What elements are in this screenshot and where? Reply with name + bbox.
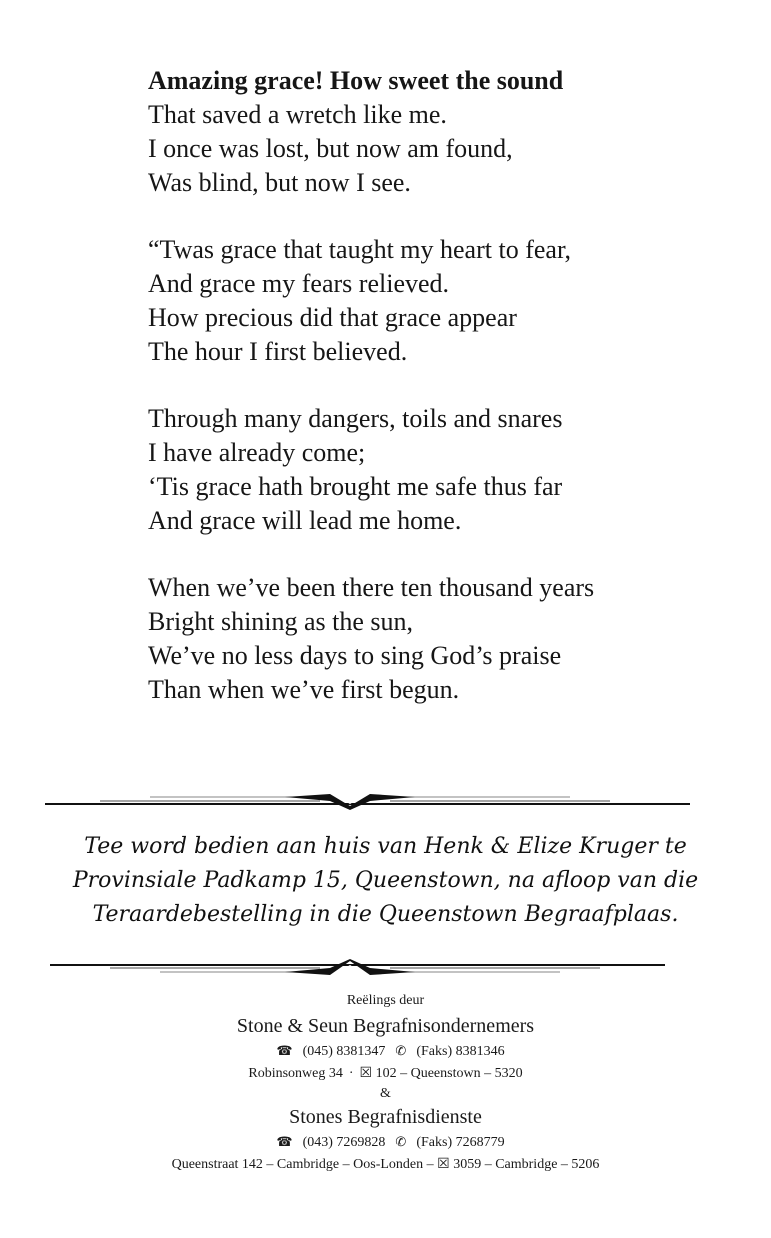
ornamental-divider <box>0 957 771 977</box>
company-2-address <box>0 1154 771 1176</box>
ornamental-divider <box>0 790 771 810</box>
company-2-fax-label: (Faks) <box>416 1135 453 1150</box>
fax-icon: ✆ <box>395 1043 407 1058</box>
lyric-line: And grace will lead me home. <box>148 506 462 535</box>
address-separator: · <box>348 1066 354 1081</box>
notice-line: Provinsiale Padkamp 15, Queenstown, na afloop van die <box>72 868 699 893</box>
company-1-phone: (045) 8381347 <box>302 1044 386 1059</box>
company-2-name: Stones Begrafnisdienste <box>289 1106 482 1128</box>
lyric-line: Bright shining as the sun, <box>148 607 414 636</box>
lyric-line: ‘Tis grace hath brought me safe thus far <box>148 472 563 501</box>
lyric-line: That saved a wretch like me. <box>148 100 447 129</box>
lyric-line: The hour I first believed. <box>148 337 408 366</box>
stanza-1 <box>148 64 748 200</box>
company-2-postal: 3059 – Cambridge – 5206 <box>453 1157 600 1172</box>
reception-notice <box>30 830 741 932</box>
telephone-icon: ☎ <box>276 1043 293 1058</box>
company-2-phone: (043) 7269828 <box>302 1135 386 1150</box>
stanza-3 <box>148 402 748 538</box>
telephone-icon: ☎ <box>276 1134 293 1149</box>
postbox-icon: ☒ <box>359 1066 373 1081</box>
company-1-fax: 8381346 <box>455 1044 505 1059</box>
company-2-fax: 7268779 <box>455 1135 505 1150</box>
notice-line: Tee word bedien aan huis van Henk & Elize Kruger te <box>84 834 687 859</box>
lyric-line: We’ve no less days to sing God’s praise <box>148 641 562 670</box>
company-1-street: Robinsonweg 34 <box>248 1066 343 1081</box>
hymn-lyrics <box>148 64 748 740</box>
postbox-icon: ☒ <box>437 1157 450 1172</box>
company-2-street: Queenstraat 142 – Cambridge – Oos-Londen – <box>171 1157 434 1172</box>
lyric-line: Than when we’ve first begun. <box>148 675 460 704</box>
fax-icon: ✆ <box>395 1134 407 1149</box>
company-1-contact <box>0 1040 771 1063</box>
lyric-line: When we’ve been there ten thousand years <box>148 573 595 602</box>
lyric-line: How precious did that grace appear <box>148 303 517 332</box>
undertaker-details <box>0 990 771 1176</box>
notice-line: Teraardebestelling in die Queenstown Begraafplaas. <box>92 902 679 927</box>
lyric-line: I once was lost, but now am found, <box>148 134 513 163</box>
company-1-postal: 102 – Queenstown – 5320 <box>375 1066 523 1081</box>
company-1-address <box>0 1063 771 1085</box>
stanza-4 <box>148 571 748 707</box>
lyric-line: I have already come; <box>148 438 366 467</box>
hymn-title-line: Amazing grace! How sweet the sound <box>148 66 564 95</box>
lyric-line: Through many dangers, toils and snares <box>148 404 563 433</box>
company-2-contact <box>0 1131 771 1154</box>
ampersand: & <box>380 1086 391 1101</box>
lyric-line: Was blind, but now I see. <box>148 168 411 197</box>
lyric-line: “Twas grace that taught my heart to fear, <box>148 235 572 264</box>
company-1-fax-label: (Faks) <box>416 1044 453 1059</box>
stanza-2 <box>148 233 748 369</box>
arranged-by-label: Reëlings deur <box>346 993 425 1008</box>
company-1-name: Stone & Seun Begrafnisondernemers <box>236 1015 535 1037</box>
lyric-line: And grace my fears relieved. <box>148 269 450 298</box>
